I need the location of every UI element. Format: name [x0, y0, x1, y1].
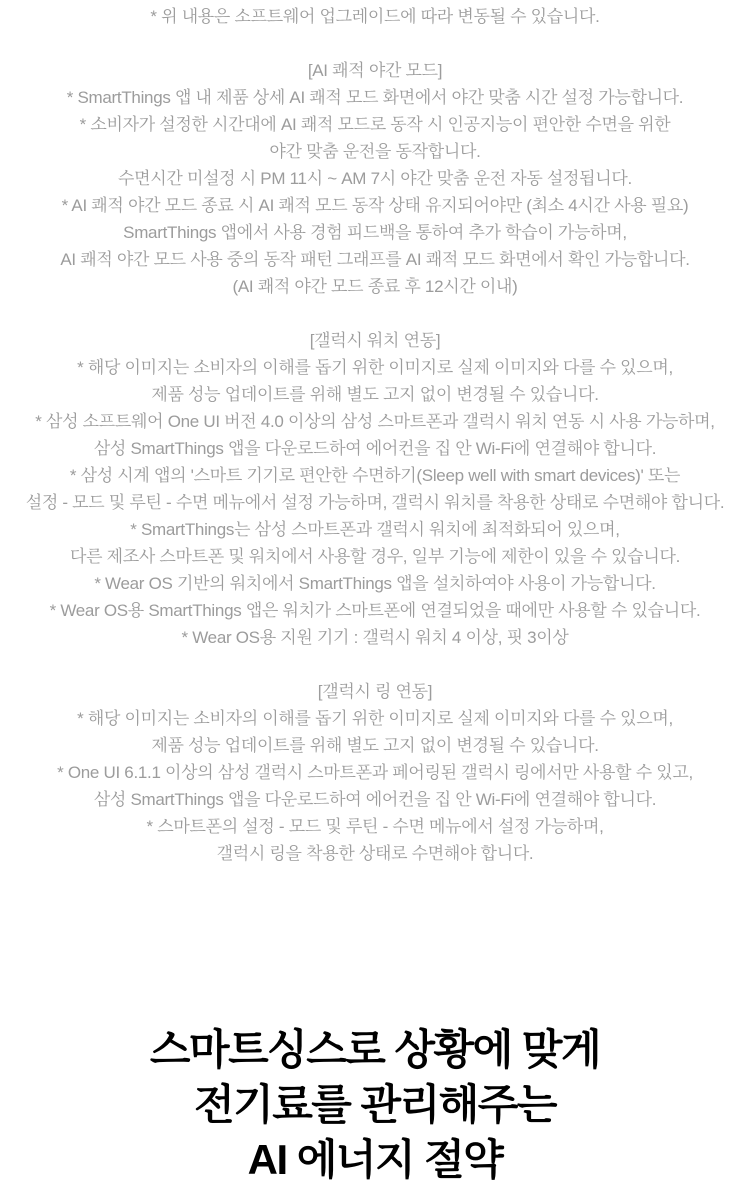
note-line: 제품 성능 업데이트를 위해 별도 고지 없이 변경될 수 있습니다.	[151, 385, 599, 404]
note-line: (AI 쾌적 야간 모드 종료 후 12시간 이내)	[232, 277, 518, 296]
note-line: 야간 맞춤 운전을 동작합니다.	[269, 142, 481, 161]
note-line: SmartThings 앱에서 사용 경험 피드백을 통하여 추가 학습이 가능하며,	[123, 223, 627, 242]
note-line: * Wear OS용 SmartThings 앱은 워치가 스마트폰에 연결되었을 때에만 사용할 수 있습니다.	[49, 601, 701, 620]
top-note: * 위 내용은 소프트웨어 업그레이드에 따라 변동될 수 있습니다.	[150, 7, 600, 26]
note-line: * 해당 이미지는 소비자의 이해를 돕기 위한 이미지로 실제 이미지와 다를 수 있으며,	[77, 358, 673, 377]
note-line: * SmartThings 앱 내 제품 상세 AI 쾌적 모드 화면에서 야간 맞춤 시간 설정 가능합니다.	[66, 88, 684, 107]
section-title: [갤럭시 링 연동]	[317, 682, 433, 701]
section-galaxy-watch-link	[0, 327, 750, 651]
note-line: 수면시간 미설정 시 PM 11시 ~ AM 7시 야간 맞춤 운전 자동 설정됩니다.	[118, 169, 632, 188]
note-line: * Wear OS 기반의 워치에서 SmartThings 앱을 설치하여야 사용이 가능합니다.	[94, 574, 656, 593]
note-line: AI 쾌적 야간 모드 사용 중의 동작 패턴 그래프를 AI 쾌적 모드 화면에서 확인 가능합니다.	[60, 250, 690, 269]
note-line: * AI 쾌적 야간 모드 종료 시 AI 쾌적 모드 동작 상태 유지되어야만 (최소 4시간 사용 필요)	[61, 196, 689, 215]
note-line: * 스마트폰의 설정 - 모드 및 루틴 - 수면 메뉴에서 설정 가능하며,	[146, 817, 604, 836]
headline-line: AI 에너지 절약	[247, 1136, 503, 1183]
note-line: * 소비자가 설정한 시간대에 AI 쾌적 모드로 동작 시 인공지능이 편안한 수면을 위한	[79, 115, 671, 134]
headline-line: 전기료를 관리해주는	[194, 1081, 556, 1128]
headline-line: 스마트싱스로 상황에 맞게	[149, 1026, 601, 1073]
note-line: 다른 제조사 스마트폰 및 워치에서 사용할 경우, 일부 기능에 제한이 있을 수 있습니다.	[69, 547, 681, 566]
note-line: * 해당 이미지는 소비자의 이해를 돕기 위한 이미지로 실제 이미지와 다를 수 있으며,	[77, 709, 673, 728]
note-line: 설정 - 모드 및 루틴 - 수면 메뉴에서 설정 가능하며, 갤럭시 워치를 착용한 상태로 수면해야 합니다.	[25, 493, 725, 512]
section-title: [AI 쾌적 야간 모드]	[307, 61, 443, 80]
note-line: 삼성 SmartThings 앱을 다운로드하여 에어컨을 집 안 Wi-Fi에 연결해야 합니다.	[93, 790, 657, 809]
note-line: 갤럭시 링을 착용한 상태로 수면해야 합니다.	[216, 844, 534, 863]
note-line: 삼성 SmartThings 앱을 다운로드하여 에어컨을 집 안 Wi-Fi에 연결해야 합니다.	[93, 439, 657, 458]
note-line: * One UI 6.1.1 이상의 삼성 갤럭시 스마트폰과 페어링된 갤럭시 링에서만 사용할 수 있고,	[57, 763, 693, 782]
note-line: * Wear OS용 지원 기기 : 갤럭시 워치 4 이상, 핏 3이상	[181, 628, 569, 647]
section-galaxy-ring-link	[0, 678, 750, 867]
ai-energy-saving-headline	[0, 1022, 750, 1187]
section-ai-comfort-night-mode	[0, 57, 750, 300]
note-line: * 삼성 소프트웨어 One UI 버전 4.0 이상의 삼성 스마트폰과 갤럭시 워치 연동 시 사용 가능하며,	[35, 412, 715, 431]
note-line: * 삼성 시계 앱의 '스마트 기기로 편안한 수면하기(Sleep well with smart devices)' 또는	[69, 466, 681, 485]
note-line: * SmartThings는 삼성 스마트폰과 갤럭시 워치에 최적화되어 있으며,	[130, 520, 620, 539]
note-line: 제품 성능 업데이트를 위해 별도 고지 없이 변경될 수 있습니다.	[151, 736, 599, 755]
section-title: [갤럭시 워치 연동]	[309, 331, 441, 350]
